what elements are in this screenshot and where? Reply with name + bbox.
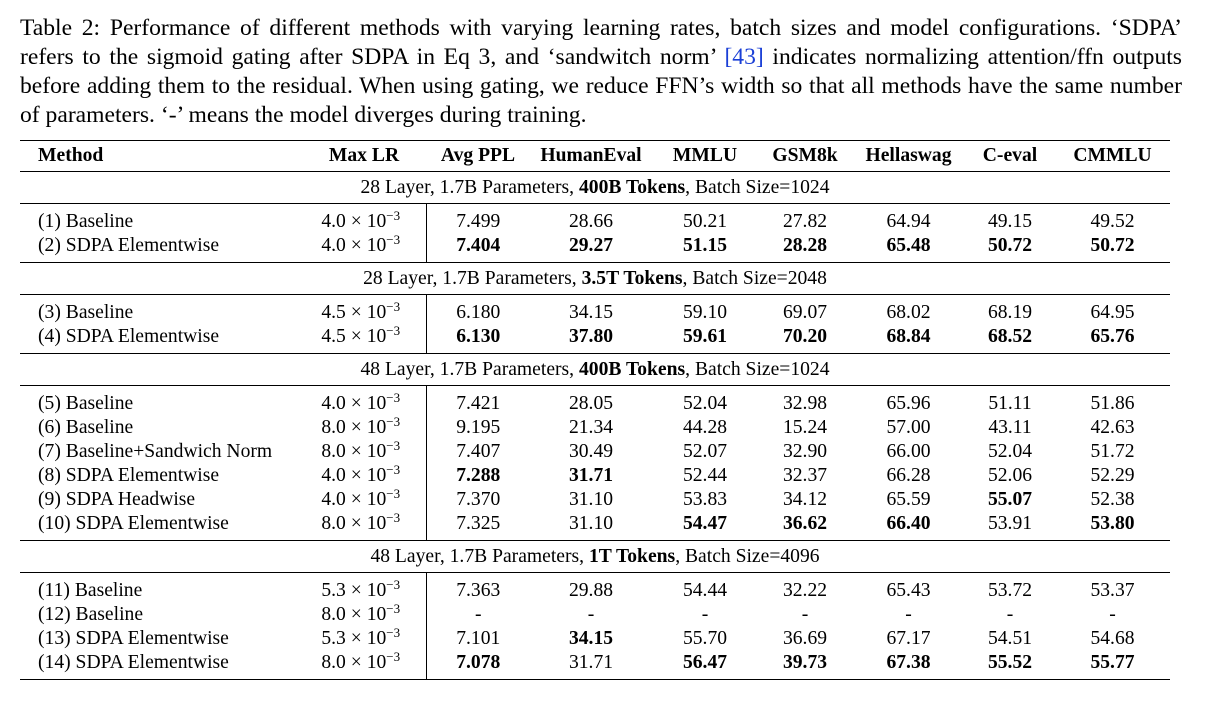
metric-cell: 51.72 (1090, 441, 1135, 462)
metric-cell: 32.98 (782, 393, 828, 414)
table-row (20, 488, 1170, 512)
lr-exponent: −3 (386, 323, 401, 338)
results-table (20, 140, 1170, 680)
table-row (20, 204, 1170, 235)
table-row (20, 603, 1170, 627)
method-cell: (8) SDPA Elementwise (38, 465, 220, 486)
section-config: 48 Layer, 1.7B Parameters, (370, 546, 589, 567)
metric-cell: 44.28 (682, 417, 728, 438)
metric-cell: 7.407 (456, 441, 501, 462)
max-lr-cell (302, 603, 426, 627)
lr-exponent: −3 (386, 510, 401, 525)
metric-cell: 51.86 (1090, 393, 1135, 414)
table-row (20, 295, 1170, 326)
lr-mantissa: 8.0 × 10 (321, 513, 387, 534)
metric-cell: 68.19 (987, 302, 1033, 323)
metric-cell: 6.180 (456, 302, 501, 323)
column-header: MMLU (652, 141, 758, 172)
metric-cell: 59.10 (682, 302, 728, 323)
lr-exponent: −3 (386, 299, 401, 314)
metric-cell: - (905, 604, 912, 625)
metric-cell: 34.12 (782, 489, 828, 510)
table-row (20, 627, 1170, 651)
max-lr-cell (302, 325, 426, 354)
max-lr-cell (302, 440, 426, 464)
metric-cell: 70.20 (758, 325, 852, 354)
metric-cell: 68.84 (852, 325, 965, 354)
lr-mantissa: 4.0 × 10 (321, 393, 387, 414)
lr-mantissa: 5.3 × 10 (321, 580, 387, 601)
lr-mantissa: 8.0 × 10 (321, 417, 387, 438)
metric-cell: 57.00 (886, 417, 931, 438)
metric-cell: 52.44 (682, 465, 728, 486)
metric-cell: 52.04 (682, 393, 728, 414)
metric-cell: 7.078 (426, 651, 530, 680)
lr-exponent: −3 (386, 232, 401, 247)
metric-cell: - (587, 604, 595, 625)
metric-cell: 53.80 (1055, 512, 1170, 541)
metric-cell: 42.63 (1090, 417, 1135, 438)
metric-cell: 7.325 (426, 512, 530, 541)
metric-cell: 32.37 (782, 465, 828, 486)
metric-cell: 65.96 (886, 393, 931, 414)
metric-cell: - (474, 604, 482, 625)
metric-cell: 31.71 (568, 465, 614, 486)
method-cell: (7) Baseline+Sandwich Norm (38, 441, 273, 462)
max-lr-cell (302, 204, 426, 235)
metric-cell: 15.24 (782, 417, 828, 438)
metric-cell: 28.28 (758, 234, 852, 263)
lr-mantissa: 4.5 × 10 (321, 326, 387, 347)
metric-cell: 50.21 (682, 211, 728, 232)
max-lr-cell (302, 295, 426, 326)
metric-cell: 54.51 (987, 628, 1033, 649)
column-header: HumanEval (530, 141, 652, 172)
section-batch-size: , Batch Size=1024 (685, 359, 830, 380)
metric-cell: 65.43 (886, 580, 931, 601)
section-batch-size: , Batch Size=4096 (675, 546, 820, 567)
lr-exponent: −3 (386, 438, 401, 453)
section-header (20, 263, 1170, 295)
citation-link[interactable]: [43] (724, 44, 764, 70)
lr-exponent: −3 (386, 414, 401, 429)
metric-cell: 49.15 (987, 211, 1033, 232)
method-cell: (9) SDPA Headwise (38, 489, 196, 510)
caption-text-part1: Performance of different methods with varying learning rates, batch sizes and model configurations. ‘SDPA’ refers to the sigmoid gating after SDPA in Eq 3, and ‘sandwitch norm’ (20, 15, 1182, 70)
metric-cell: 55.70 (682, 628, 728, 649)
section-header (20, 172, 1170, 204)
metric-cell: 29.88 (568, 580, 614, 601)
table-row (20, 464, 1170, 488)
column-header: CMMLU (1055, 141, 1170, 172)
section-header-row (20, 541, 1170, 573)
lr-mantissa: 4.0 × 10 (321, 465, 387, 486)
method-cell: (5) Baseline (38, 393, 134, 414)
metric-cell: 56.47 (652, 651, 758, 680)
metric-cell: 7.370 (456, 489, 501, 510)
metric-cell: 30.49 (568, 441, 614, 462)
column-header: Method (20, 141, 302, 172)
lr-mantissa: 4.0 × 10 (321, 489, 387, 510)
table-header-row (20, 141, 1170, 172)
metric-cell: 54.47 (652, 512, 758, 541)
metric-cell: 36.62 (758, 512, 852, 541)
metric-cell: 50.72 (1055, 234, 1170, 263)
max-lr-cell (302, 573, 426, 604)
lr-mantissa: 8.0 × 10 (321, 441, 387, 462)
column-header: C-eval (965, 141, 1055, 172)
table-caption (20, 14, 1182, 130)
lr-exponent: −3 (386, 577, 401, 592)
metric-cell: 7.499 (456, 211, 501, 232)
max-lr-cell (302, 488, 426, 512)
lr-exponent: −3 (386, 486, 401, 501)
metric-cell: 49.52 (1090, 211, 1135, 232)
metric-cell: 68.02 (886, 302, 931, 323)
section-tokens: 3.5T Tokens (581, 268, 683, 289)
lr-mantissa: 4.0 × 10 (321, 235, 387, 256)
lr-mantissa: 8.0 × 10 (321, 604, 387, 625)
metric-cell: 55.52 (965, 651, 1055, 680)
section-batch-size: , Batch Size=2048 (682, 268, 827, 289)
metric-cell: 53.37 (1090, 580, 1135, 601)
max-lr-cell (302, 512, 426, 541)
method-cell: (1) Baseline (38, 211, 134, 232)
metric-cell: 50.72 (965, 234, 1055, 263)
metric-cell: 27.82 (782, 211, 828, 232)
metric-cell: 52.29 (1090, 465, 1135, 486)
metric-cell: 52.06 (987, 465, 1033, 486)
lr-exponent: −3 (386, 462, 401, 477)
metric-cell: - (1006, 604, 1014, 625)
metric-cell: 68.52 (965, 325, 1055, 354)
column-header: GSM8k (758, 141, 852, 172)
lr-exponent: −3 (386, 649, 401, 664)
section-header (20, 541, 1170, 573)
metric-cell: 51.11 (988, 393, 1032, 414)
lr-exponent: −3 (386, 601, 401, 616)
section-tokens: 400B Tokens (578, 359, 686, 380)
lr-exponent: −3 (386, 208, 401, 223)
metric-cell: 67.17 (886, 628, 931, 649)
metric-cell: 21.34 (568, 417, 614, 438)
method-cell: (12) Baseline (38, 604, 144, 625)
section-config: 28 Layer, 1.7B Parameters, (360, 177, 579, 198)
metric-cell: 64.95 (1090, 302, 1135, 323)
metric-cell: 65.76 (1055, 325, 1170, 354)
metric-cell: 6.130 (426, 325, 530, 354)
table-row (20, 512, 1170, 541)
metric-cell: 55.77 (1055, 651, 1170, 680)
metric-cell: 34.15 (568, 628, 614, 649)
max-lr-cell (302, 416, 426, 440)
metric-cell: 36.69 (782, 628, 828, 649)
metric-cell: 43.11 (988, 417, 1032, 438)
table-row (20, 386, 1170, 417)
table-row (20, 651, 1170, 680)
metric-cell: 7.421 (456, 393, 501, 414)
lr-exponent: −3 (386, 625, 401, 640)
metric-cell: 59.61 (652, 325, 758, 354)
method-cell: (3) Baseline (38, 302, 134, 323)
section-config: 28 Layer, 1.7B Parameters, (363, 268, 582, 289)
metric-cell: 53.83 (682, 489, 728, 510)
method-cell: (2) SDPA Elementwise (20, 234, 302, 263)
method-cell: (10) SDPA Elementwise (20, 512, 302, 541)
column-header: Max LR (302, 141, 426, 172)
section-header (20, 354, 1170, 386)
lr-exponent: −3 (386, 390, 401, 405)
method-cell: (13) SDPA Elementwise (38, 628, 229, 649)
metric-cell: 32.90 (782, 441, 828, 462)
metric-cell: 32.22 (782, 580, 828, 601)
max-lr-cell (302, 386, 426, 417)
metric-cell: 39.73 (758, 651, 852, 680)
section-batch-size: , Batch Size=1024 (685, 177, 830, 198)
metric-cell: 29.27 (530, 234, 652, 263)
metric-cell: - (701, 604, 709, 625)
metric-cell: 7.288 (456, 465, 501, 486)
lr-mantissa: 4.0 × 10 (321, 211, 387, 232)
metric-cell: 34.15 (568, 302, 614, 323)
max-lr-cell (302, 651, 426, 680)
column-header: Avg PPL (426, 141, 530, 172)
metric-cell: 28.66 (568, 211, 614, 232)
metric-cell: 7.101 (456, 628, 501, 649)
table-row (20, 416, 1170, 440)
lr-mantissa: 5.3 × 10 (321, 628, 387, 649)
caption-text-part2: indicates normalizing attention/ffn outputs before adding them to the residual. When using gating, we reduce FFN’s width so that all methods have the same number of parameters. ‘-’ means the model diverges during training. (20, 44, 1182, 128)
section-config: 48 Layer, 1.7B Parameters, (360, 359, 579, 380)
metric-cell: 9.195 (456, 417, 501, 438)
metric-cell: - (801, 604, 809, 625)
metric-cell: 66.40 (852, 512, 965, 541)
section-tokens: 400B Tokens (578, 177, 686, 198)
lr-mantissa: 4.5 × 10 (321, 302, 387, 323)
metric-cell: 7.363 (456, 580, 501, 601)
metric-cell: 65.48 (852, 234, 965, 263)
section-header-row (20, 172, 1170, 204)
table-row (20, 440, 1170, 464)
method-cell: (11) Baseline (38, 580, 143, 601)
caption-label: Table 2: (20, 15, 101, 41)
metric-cell: 52.38 (1090, 489, 1135, 510)
section-header-row (20, 263, 1170, 295)
table-row (20, 573, 1170, 604)
section-header-row (20, 354, 1170, 386)
method-cell: (14) SDPA Elementwise (20, 651, 302, 680)
metric-cell: 65.59 (886, 489, 931, 510)
metric-cell: 28.05 (568, 393, 614, 414)
metric-cell: - (1109, 604, 1116, 625)
metric-cell: 69.07 (782, 302, 828, 323)
metric-cell: 53.91 (965, 512, 1055, 541)
metric-cell: 52.07 (682, 441, 728, 462)
max-lr-cell (302, 464, 426, 488)
metric-cell: 66.00 (886, 441, 931, 462)
metric-cell: 67.38 (852, 651, 965, 680)
method-cell: (6) Baseline (38, 417, 134, 438)
method-cell: (4) SDPA Elementwise (20, 325, 302, 354)
section-tokens: 1T Tokens (588, 546, 676, 567)
max-lr-cell (302, 234, 426, 263)
table-row (20, 234, 1170, 263)
max-lr-cell (302, 627, 426, 651)
table-row (20, 325, 1170, 354)
metric-cell: 54.68 (1090, 628, 1135, 649)
table-body (20, 172, 1170, 680)
metric-cell: 31.71 (530, 651, 652, 680)
metric-cell: 31.10 (568, 489, 614, 510)
metric-cell: 37.80 (530, 325, 652, 354)
metric-cell: 51.15 (652, 234, 758, 263)
metric-cell: 52.04 (987, 441, 1033, 462)
metric-cell: 31.10 (530, 512, 652, 541)
lr-mantissa: 8.0 × 10 (321, 652, 387, 673)
metric-cell: 55.07 (987, 489, 1033, 510)
metric-cell: 7.404 (426, 234, 530, 263)
metric-cell: 66.28 (886, 465, 931, 486)
metric-cell: 53.72 (987, 580, 1033, 601)
metric-cell: 64.94 (886, 211, 931, 232)
metric-cell: 54.44 (682, 580, 728, 601)
column-header: Hellaswag (852, 141, 965, 172)
